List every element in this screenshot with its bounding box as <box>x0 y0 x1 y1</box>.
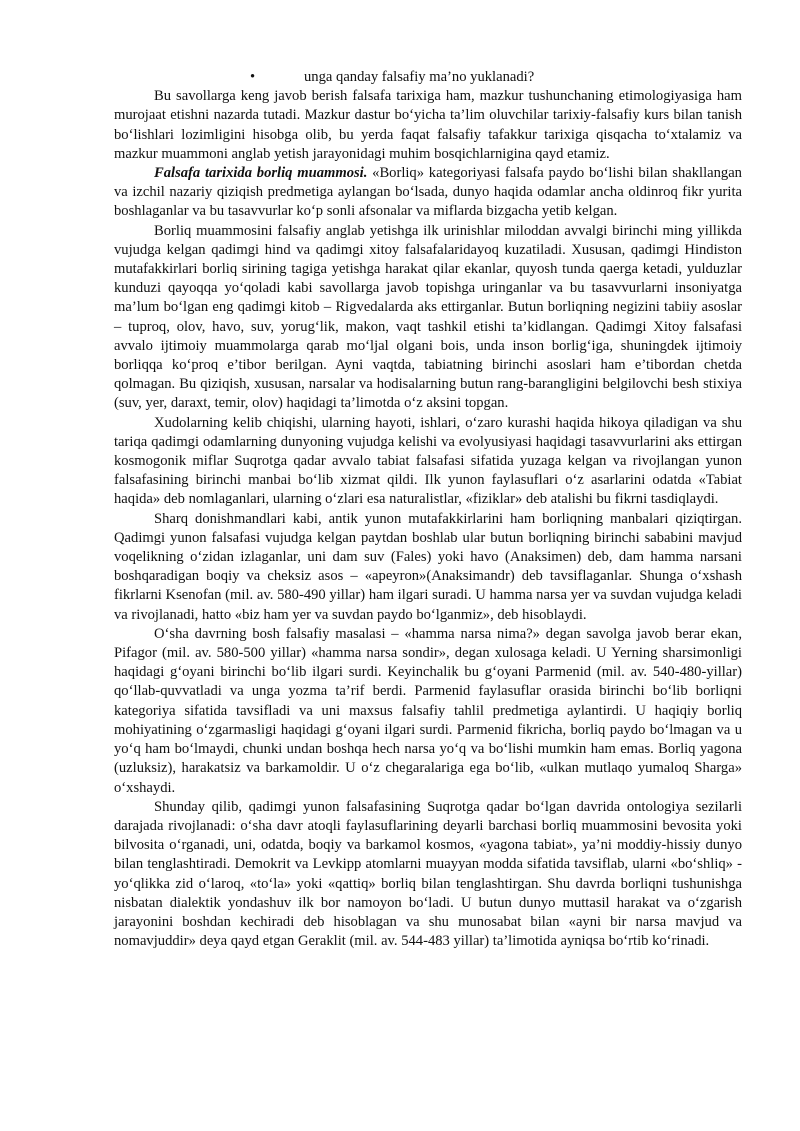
bullet-text: unga qanday falsafiy ma’no yuklanadi? <box>304 69 535 85</box>
paragraph-cosmogonic-myths: Xudolarning kelib chiqishi, ularning hayoti, ishlari, o‘zaro kurashi haqida hikoya qiladigan va shu tariqa qadimgi odamlarning dunyoning vujudga kelishi va evolyusiyasi haqidagi tasavvurlarini aks ettirgan kosmogonik miflar Suqrotga qadar avvalo tabiat falsafasi sifatida yuzaga kelgan va rivojlangan yunon falsafasining birinchi manbai bo‘lib xizmat qildi. Ilk yunon faylasuflari o‘z asarlarini odatda «Tabiat haqida» deb nomlaganlari, ularning o‘zlari esa naturalistlar, «fiziklar» deb atalishi bu fikrni tasdiqlaydi. <box>114 414 742 508</box>
paragraph-antique-thinkers: Sharq donishmandlari kabi, antik yunon mutafakkirlarini ham borliqning manbalari qiziqtirgan. Qadimgi yunon falsafasi vujudga kelgan paytdan boshlab ular butun borliqning birinchi sababini mavjud voqelikning o‘zidan izlaganlar, uni dam suv (Fales) yoki havo (Anaksimen) deb, dam hamma narsani boshqaradigan boqiy va cheksiz asos – «apeyron»(Anaksimandr) deb tavsiflaganlar. Shunga o‘xshash fikrlarni Ksenofan (mil. av. 580-490 yillar) ham ilgari suradi. U hamma narsa yer va suvdan vujudga keladi va rivojlanadi, hatto «biz ham yer va suvdan paydo bo‘lganmiz», deb hisoblaydi. <box>114 510 742 623</box>
bullet-item <box>114 68 742 87</box>
paragraph-pythagoras-parmenides: O‘sha davrning bosh falsafiy masalasi – «hamma narsa nima?» degan savolga javob berar ekan, Pifagor (mil. av. 580-500 yillar) «hamma narsa sondir», degan xulosaga keladi. U Yerning sharsimonligi haqidagi g‘oyani birinchi bo‘lib ilgari surdi. Keyinchalik bu g‘oyani Parmenid (mil. av. 540-480-yillar) qo‘llab-quvvatladi va unga yozma ta’rif berdi. Parmenid faylasuflar orasida birinchi bo‘lib borliqni kategoriya sifatida tavsifladi va uni maxsus falsafiy tahlil predmetiga aylantirdi. U haqiqiy borliq mohiyatining o‘zgarmasligi haqidagi g‘oyani ilgari surdi. Parmenid fikricha, borliq paydo bo‘lmagan va u yo‘q ham bo‘lmaydi, chunki undan boshqa hech narsa yo‘q va bo‘lishi mumkin ham emas. Borliq yagona (uzluksiz), harakatsiz va barkamoldir. U o‘z chegaralariga ega bo‘lib, «ulkan mutlaqo yumaloq Sharga» o‘xshaydi. <box>114 625 742 796</box>
bullet-icon: • <box>250 69 256 85</box>
paragraph-intro: Bu savollarga keng javob berish falsafa tarixiga ham, mazkur tushunchaning etimologiyasiga ham murojaat etishni nazarda tutadi. Mazkur dastur bo‘yicha ta’lim oluvchilar tarixiy-falsafiy kurs bilan tanish bo‘lishlari lozimligini hisobga olib, bu yerda faqat falsafiy tafakkur tarixiga qisqacha to‘xtalamiz va mazkur muammoni anglab yetish jarayonidagi muhim bosqichlarnigina qayd etamiz. <box>114 88 742 162</box>
paragraph-ontology-development: Shunday qilib, qadimgi yunon falsafasining Suqrotga qadar bo‘lgan davrida ontologiya sezilarli darajada rivojlanadi: o‘sha davr atoqli faylasuflarining deyarli barchasi borliq muammosini bevosita yoki bilvosita o‘rganadi, uni, odatda, boqiy va barkamol kosmos, «yagona tabiat», ya’ni moddiy-hissiy dunyo bilan tenglashtiradi. Demokrit va Levkipp atomlarni muayyan modda sifatida tavsiflab, ularni «bo‘shliq» - yo‘qlikka zid o‘laroq, «to‘la» yoki «qattiq» borliq bilan tenglashtirgan. Shu davrda borliqni tushunishga nisbatan dialektik yondashuv ilk bor namoyon bo‘ladi. U butun dunyo muttasil harakat va o‘zgarish jarayonini boshdan kechiradi deb hisoblagan va shu munosabat bilan «ayni bir narsa mavjud va nomavjuddir» deya qayd etgan Geraklit (mil. av. 544-483 yillar) ta’limotida ayniqsa bo‘rtib ko‘rinadi. <box>114 798 742 950</box>
paragraph-section-heading: Falsafa tarixida borliq muammosi. «Borliq» kategoriyasi falsafa paydo bo‘lishi bilan shakllangan va izchil nazariy qiziqish predmetiga aylangan bo‘lsada, dunyo haqida odamlar ancha oldinroq fikr yurita boshlaganlar va bu tasavvurlar ko‘p sonli afsonalar va miflarda bizgacha yetib kelgan. <box>114 165 742 220</box>
section-lead-heading: Falsafa tarixida borliq muammosi. <box>154 165 368 181</box>
document-page <box>114 68 742 951</box>
paragraph-eastern-philosophy: Borliq muammosini falsafiy anglab yetishga ilk urinishlar miloddan avvalgi birinchi ming yillikda vujudga kelgan qadimgi hind va qadimgi xitoy falsafalaridayoq kuzatiladi. Xususan, qadimgi Hindiston mutafakkirlari borliq sirining tagiga yetishga harakat qilar ekanlar, quyosh tunda qaerga ketadi, yulduzlar kunduzi qayoqqa yo‘qoladi kabi savollarga javob topishga uringanlar va bu tasavvurlarni insoniyatga ma’lum bo‘lgan eng qadimgi kitob – Rigvedalarda aks ettirganlar. Butun borliqning negizini tabiiy asoslar – tuproq, olov, havo, suv, yorug‘lik, makon, vaqt tashkil etishi ta’kidlangan. Qadimgi Xitoy falsafasi avvalo ijtimoiy muammolarga qarab mo‘ljal olgani bois, unda inson borlig‘iga, shuningdek ijtimoiy borliqqa ko‘proq e’tibor berilgan. Ayni vaqtda, tabiatning birinchi asoslari ham e’tibordan chetda qolmagan. Bu qiziqish, xususan, narsalar va hodisalarning butun rang-barangligini belgilovchi besh stixiya (suv, yer, daraxt, temir, olov) haqidagi ta’limotda o‘z aksini topgan. <box>114 222 742 412</box>
